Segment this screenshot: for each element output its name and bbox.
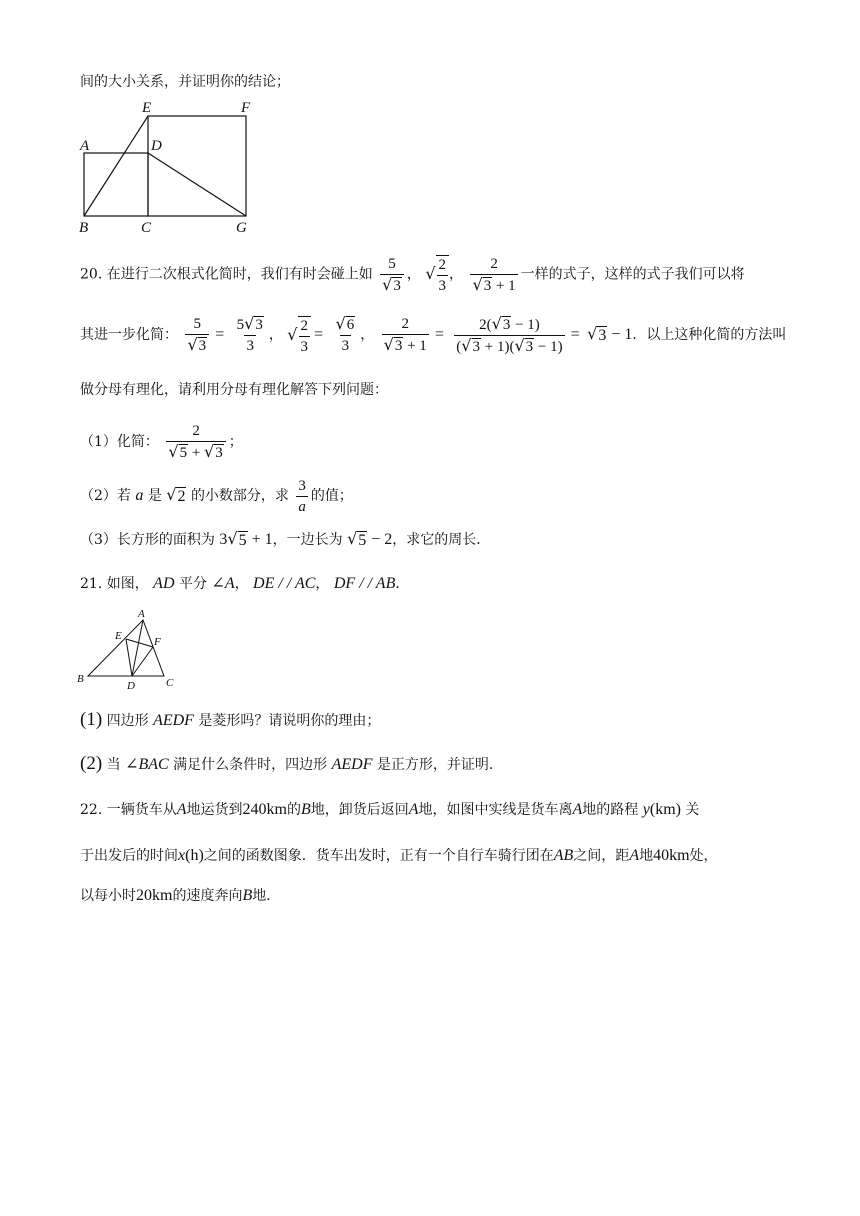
q20-line2: 其进一步化简： 5 √ 3 = 5 √ 3 3 ， √ $\frac{2}{3}$ = √ 6 3 ， 2 √ 3 + 1 = 2( √ 3 − 1) ( √ 3 + 1)( √ 3 − 1) = √ 3 − 1．以上这种化简的方法叫 (80, 313, 787, 355)
rect-abcd (84, 153, 148, 216)
label-C: C (166, 677, 174, 689)
q21-part1: (1) 四边形 AEDF 是菱形吗？请说明你的理由； (80, 709, 381, 730)
question-number: 20. (80, 266, 103, 283)
example-sqrt-2-over-3: √ $\frac{2}{3}$ (425, 254, 449, 295)
q22-line3: 以每小时20km的速度奔向B地． (80, 887, 281, 904)
q19-figure (74, 98, 264, 236)
eq2-left: √ $\frac{2}{3}$ (287, 315, 311, 356)
label-B: B (77, 673, 84, 685)
label-E: E (115, 630, 122, 642)
q20-line3: 做分母有理化，请利用分母有理化解答下列问题： (80, 382, 388, 398)
eq3-left: 2 √ 3 + 1 (383, 316, 427, 354)
q20-part1: （1）化简： 2 √ 5 + √ 3 ； (80, 423, 243, 461)
label-D: D (151, 138, 162, 154)
q22-line1: 22. 一辆货车从A地运货到240km的B地，卸货后返回A地，如图中实线是货车离A地的路程 y(km) 关 (80, 801, 700, 818)
label-E: E (142, 100, 152, 116)
q22-line2: 于出发后的时间x(h)之间的函数图象．货车出发时，正有一个自行车骑行团在AB之间，距A地40km处， (80, 847, 718, 864)
label-D: D (127, 680, 135, 692)
segment-be (84, 116, 148, 216)
eq2-right: √ 6 3 (335, 314, 355, 354)
example-fraction-2-over-root3-plus1: 2 √ 3 + 1 (472, 255, 516, 294)
example-fraction-5-over-root3: 5 √ 3 (380, 255, 404, 295)
q21-figure (74, 606, 184, 692)
q19-tail-text: 间的大小关系，并证明你的结论； (80, 74, 290, 90)
segment-de (126, 639, 132, 676)
label-A: A (80, 138, 90, 154)
label-G: G (236, 220, 247, 236)
eq1-right: 5 √ 3 3 (236, 314, 263, 354)
label-C: C (141, 220, 152, 236)
eq3-middle: 2( √ 3 − 1) ( √ 3 + 1)( √ 3 − 1) (456, 313, 563, 355)
segment-dg (148, 153, 246, 216)
eq3-result: √ 3 − 1 (587, 324, 633, 344)
area-expression: 3 √ 5 + 1 (219, 529, 273, 549)
q20-line1: 20. 在进行二次根式化简时，我们有时会碰上如 5 √ 3 ， √ $\frac{2}{3}$ ， 2 √ 3 + 1 一样的式子，这样的式子我们可以将 (80, 255, 745, 294)
label-F: F (154, 636, 161, 648)
q20-part3: （3）长方形的面积为 3 √ 5 + 1，一边长为 √ 5 − 2，求它的周长． (80, 529, 491, 549)
eq1-left: 5 √ 3 (185, 315, 209, 355)
q20-part2: （2）若 a 是 √ 2 的小数部分，求 $\frac{3}{a}$ 的值； (80, 477, 353, 515)
side-expression: √ 5 − 2 (347, 529, 393, 549)
label-A: A (138, 608, 145, 620)
q21-intro: 21. 如图， AD 平分 ∠A， DE / / AC， DF / / AB． (80, 575, 410, 592)
label-B: B (79, 220, 89, 236)
part1-expression: 2 √ 5 + √ 3 (166, 422, 225, 462)
q21-part2: (2) 当 ∠BAC 满足什么条件时，四边形 AEDF 是正方形，并证明． (80, 753, 503, 774)
rect-ecgf (148, 116, 246, 216)
label-F: F (241, 100, 251, 116)
part2-expression: $\frac{3}{a}$ (298, 477, 306, 515)
